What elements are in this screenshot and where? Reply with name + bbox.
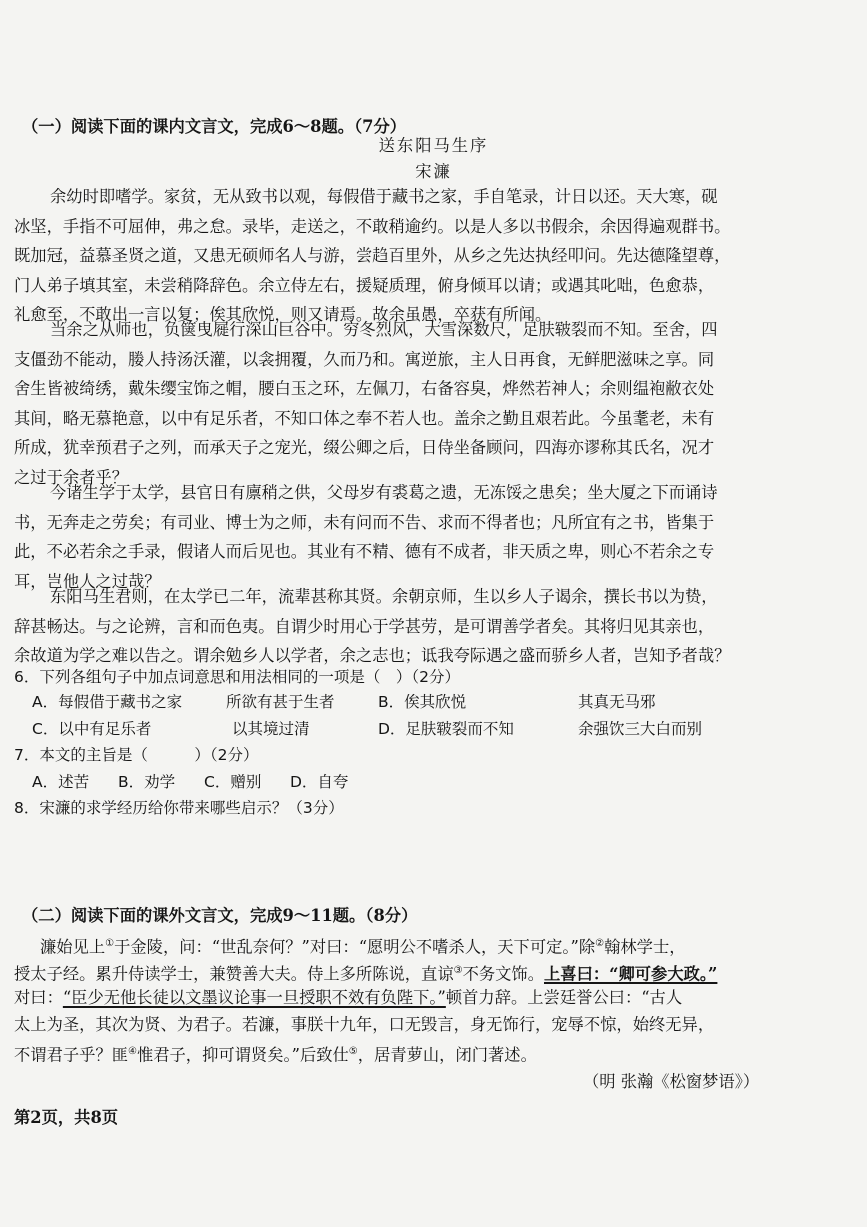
passage-line: 舍生皆被绮绣，戴朱缨宝饰之帽，腰白玉之环，左佩刀，右备容臭，烨然若神人；余则缊袍敝衣处: [14, 379, 715, 398]
q6-option-b: B．俟其欣悦: [378, 693, 467, 711]
passage-paragraph-2: [14, 315, 766, 492]
q6-option-d: D．足肤皲裂而不知: [378, 720, 514, 738]
passage-paragraph-3: [14, 478, 766, 596]
section2-heading: （二）阅读下面的课外文言文，完成9～11题。（8分）: [22, 906, 418, 925]
passage-paragraph-1: [14, 182, 766, 330]
question-6-stem: 6．下列各组句子中加点词意思和用法相同的一项是（ ）（2分）: [14, 668, 460, 686]
q6-option-a-pair: 所欲有甚于生者: [226, 693, 335, 711]
passage-line: 余幼时即嗜学。家贫，无从致书以观，每假借于藏书之家，手自笔录，计日以还。天大寒，砚: [50, 187, 718, 206]
section2-line-2: 授太子经。累升侍读学士，兼赞善大夫。侍上多所陈说，直谅③不务文饰。上喜曰：“卿可参大政。”: [14, 964, 718, 984]
q6-option-c-pair: 以其境过清: [232, 720, 310, 738]
q6-option-a: A．每假借于藏书之家: [32, 693, 183, 711]
passage-line: 今诸生学于太学，县官日有廪稍之供，父母岁有裘葛之遗，无冻馁之患矣；坐大厦之下而诵诗: [50, 483, 718, 502]
question-7-stem: 7．本文的主旨是（ ）（2分）: [14, 746, 259, 764]
q6-option-d-pair: 余强饮三大白而别: [578, 720, 703, 738]
passage-line: 耳，岂他人之过哉？: [14, 571, 161, 591]
passage-line: 门人弟子填其室，未尝稍降辞色。余立侍左右，援疑质理，俯身倾耳以请；或遇其叱咄，色愈恭，: [14, 275, 715, 295]
underlined-sentence-2: “臣少无他长徒以文墨议论事一旦授职不效有负陛下。”: [62, 988, 446, 1007]
q6-option-b-pair: 其真无马邪: [578, 693, 656, 711]
q7-option-c: C．赠别: [204, 773, 262, 791]
section2-line-3: 对曰：“臣少无他长徒以文墨议论事一旦授职不效有负陛下。”顿首力辞。上尝廷誉公曰：“古人: [14, 988, 683, 1007]
passage-line: 当余之从师也，负箧曳屣行深山巨谷中。穷冬烈风，大雪深数尺，足肤皲裂而不知。至舍，四: [50, 320, 718, 339]
passage-author: 宋濂: [415, 162, 452, 181]
section2-line-5: 不谓君子乎？匪④惟君子，抑可谓贤矣。”后致仕⑤，居青萝山，闭门著述。: [14, 1045, 537, 1065]
passage-line: 余故道为学之难以告之。谓余勉乡人以学者，余之志也；诋我夸际遇之盛而骄乡人者，岂知予者哉？: [14, 646, 731, 665]
passage-line: 礼愈至，不敢出一言以复；俟其欣悦，则又请焉。故余虽愚，卒获有所闻。: [14, 305, 552, 324]
passage-line: 所成，犹幸预君子之列，而承天子之宠光，缀公卿之后，日侍坐备顾问，四海亦谬称其氏名，况才: [14, 438, 715, 457]
passage-line: 之过于余者乎？: [14, 467, 128, 487]
q7-option-a: A．述苦: [32, 773, 90, 791]
underlined-sentence-1: 上喜曰：“卿可参大政。”: [544, 964, 718, 984]
passage-line: 辞甚畅达。与之论辨，言和而色夷。自谓少时用心于学甚劳，是可谓善学者矣。其将归见其亲也，: [14, 616, 715, 636]
section1-heading: （一）阅读下面的课内文言文，完成6～8题。（7分）: [22, 117, 407, 136]
passage-line: 支僵劲不能动，媵人持汤沃灌，以衾拥覆，久而乃和。寓逆旅，主人日再食，无鲜肥滋味之享。同: [14, 349, 715, 369]
source-citation: （明 张瀚《松窗梦语》）: [583, 1072, 760, 1091]
passage-line: 此，不必若余之手录，假诸人而后见也。其业有不精、德有不成者，非天质之卑，则心不若余之专: [14, 542, 715, 561]
page-number: 第2页，共8页: [14, 1108, 119, 1127]
q7-option-d: D．自夸: [290, 773, 349, 791]
passage-line: 书，无奔走之劳矣；有司业、博士为之师，未有问而不告、求而不得者也；凡所宜有之书，皆集于: [14, 512, 715, 532]
passage-title: 送东阳马生序: [378, 136, 489, 155]
passage-paragraph-4: [14, 582, 766, 671]
q7-option-b: B．劝学: [118, 773, 176, 791]
q6-option-c: C．以中有足乐者: [32, 720, 152, 738]
passage-line: 其间，略无慕艳意，以中有足乐者，不知口体之奉不若人也。盖余之勤且艰若此。今虽耄老，未有: [14, 408, 715, 428]
section2-line-4: 太上为圣，其次为贤、为君子。若濂，事朕十九年，口无毁言，身无饰行，宠辱不惊，始终无异，: [14, 1015, 715, 1034]
passage-line: 东阳马生君则，在太学已二年，流辈甚称其贤。余朝京师，生以乡人子谒余，撰长书以为贽，: [50, 587, 718, 606]
question-8-stem: 8．宋濂的求学经历给你带来哪些启示？（3分）: [14, 799, 344, 817]
section2-line-1: 濂始见上①于金陵，问：“世乱奈何？”对曰：“愿明公不嗜杀人，天下可定。”除②翰林学士，: [40, 937, 686, 957]
passage-line: 冰坚，手指不可屈伸，弗之怠。录毕，走送之，不敢稍逾约。以是人多以书假余，余因得遍观群书。: [14, 216, 731, 236]
passage-line: 既加冠，益慕圣贤之道，又患无硕师名人与游，尝趋百里外，从乡之先达执经叩问。先达德隆望尊，: [14, 246, 731, 265]
